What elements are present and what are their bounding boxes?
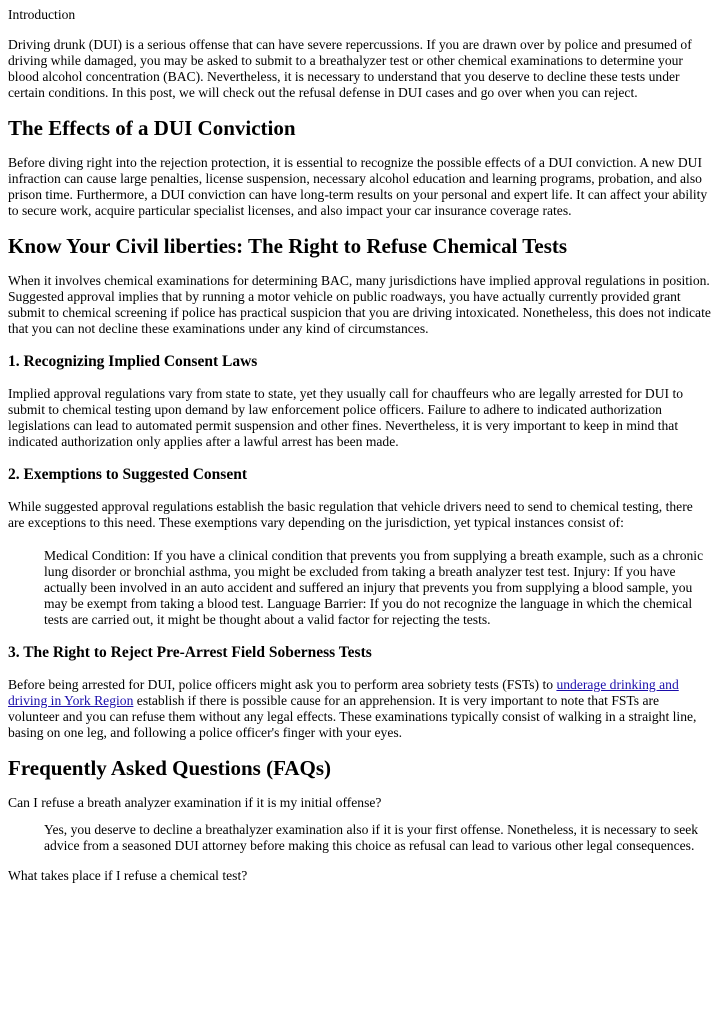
faq-heading: Frequently Asked Questions (FAQs) — [8, 756, 331, 780]
section3-text-after-link: establish if there is possible cause for an apprehension. It is very important to note that FSTs are volunteer and you can refuse them without any legal effects. These examinations typically consist of walking in a straight line, basing on one leg, and following a police officer's finger with your eyes. — [8, 693, 697, 740]
section2-heading: 2. Exemptions to Suggested Consent — [8, 466, 247, 483]
rights-paragraph: When it involves chemical examinations for determining BAC, many jurisdictions have implied approval regulations in position. Suggested approval implies that by running a motor vehicle on public roadways, you have actually currently provided grant submit to chemical screening if police has practical suspicion that you are driving intoxicated. Nonetheless, this does not indicate that you can not decline these examinations under any kind of circumstances. — [8, 273, 711, 336]
section1-heading: 1. Recognizing Implied Consent Laws — [8, 353, 258, 370]
intro-label: Introduction — [8, 7, 76, 22]
rights-heading: Know Your Civil liberties: The Right to Refuse Chemical Tests — [8, 234, 568, 258]
article — [0, 7, 720, 884]
intro-paragraph: Driving drunk (DUI) is a serious offense that can have severe repercussions. If you are drawn over by police and presumed of driving while damaged, you may be asked to submit to a breathalyzer test or other chemical examinations to determine your blood alcohol concentration (BAC). Nevertheless, it is necessary to understand that you deserve to decline these tests under certain conditions. In this post, we will check out the refusal defense in DUI cases and go over when you can reject. — [8, 37, 692, 100]
york-region-link[interactable]: underage drinking and driving in York Region — [8, 677, 679, 708]
effects-heading: The Effects of a DUI Conviction — [8, 116, 296, 140]
faq-question: Can I refuse a breath analyzer examination if it is my initial offense? — [8, 795, 382, 810]
faq-question: What takes place if I refuse a chemical test? — [8, 868, 248, 883]
exemptions-list-text: Medical Condition: If you have a clinical condition that prevents you from supplying a breath example, such as a chronic lung disorder or bronchial asthma, you might be excluded from taking a breath analyzer test test. Injury: If you have actually been involved in an auto accident and suffered an injury that prevents you from supplying a blood sample, you may be exempt from taking a blood test. Language Barrier: If you do not recognize the language in which the chemical tests are carried out, it might be thought about a valid factor for rejecting the tests. — [44, 548, 704, 627]
section2-paragraph: While suggested approval regulations establish the basic regulation that vehicle drivers need to send to chemical testing, there are exceptions to this need. These exemptions vary depending on the jurisdiction, yet typical instances consist of: — [8, 499, 693, 530]
effects-paragraph: Before diving right into the rejection protection, it is essential to recognize the possible effects of a DUI conviction. A new DUI infraction can cause large penalties, license suspension, necessary alcohol education and learning programs, probation, and also prison time. Furthermore, a DUI conviction can have long-term results on your personal and expert life. It can affect your ability to secure work, acquire particular specialist licenses, and also impact your car insurance coverage rates. — [8, 155, 708, 218]
section3-text-before-link: Before being arrested for DUI, police officers might ask you to perform area sobriety tests (FSTs) to — [8, 677, 557, 692]
section1-paragraph: Implied approval regulations vary from state to state, yet they usually call for chauffeurs who are legally arrested for DUI to submit to chemical testing upon demand by law enforcement police officers. Failure to adhere to indicated authorization legislations can lead to automated permit suspension and other fines. Nevertheless, it is very important to keep in mind that indicated authorization only applies after a lawful arrest has been made. — [8, 386, 684, 449]
faq-answer: Yes, you deserve to decline a breathalyzer examination also if it is your first offense. Nonetheless, it is necessary to seek advice from a seasoned DUI attorney before making this choice as refusal can lead to various other legal consequences. — [44, 822, 699, 853]
section3-heading: 3. The Right to Reject Pre-Arrest Field Soberness Tests — [8, 644, 372, 661]
section3-paragraph — [8, 677, 712, 741]
